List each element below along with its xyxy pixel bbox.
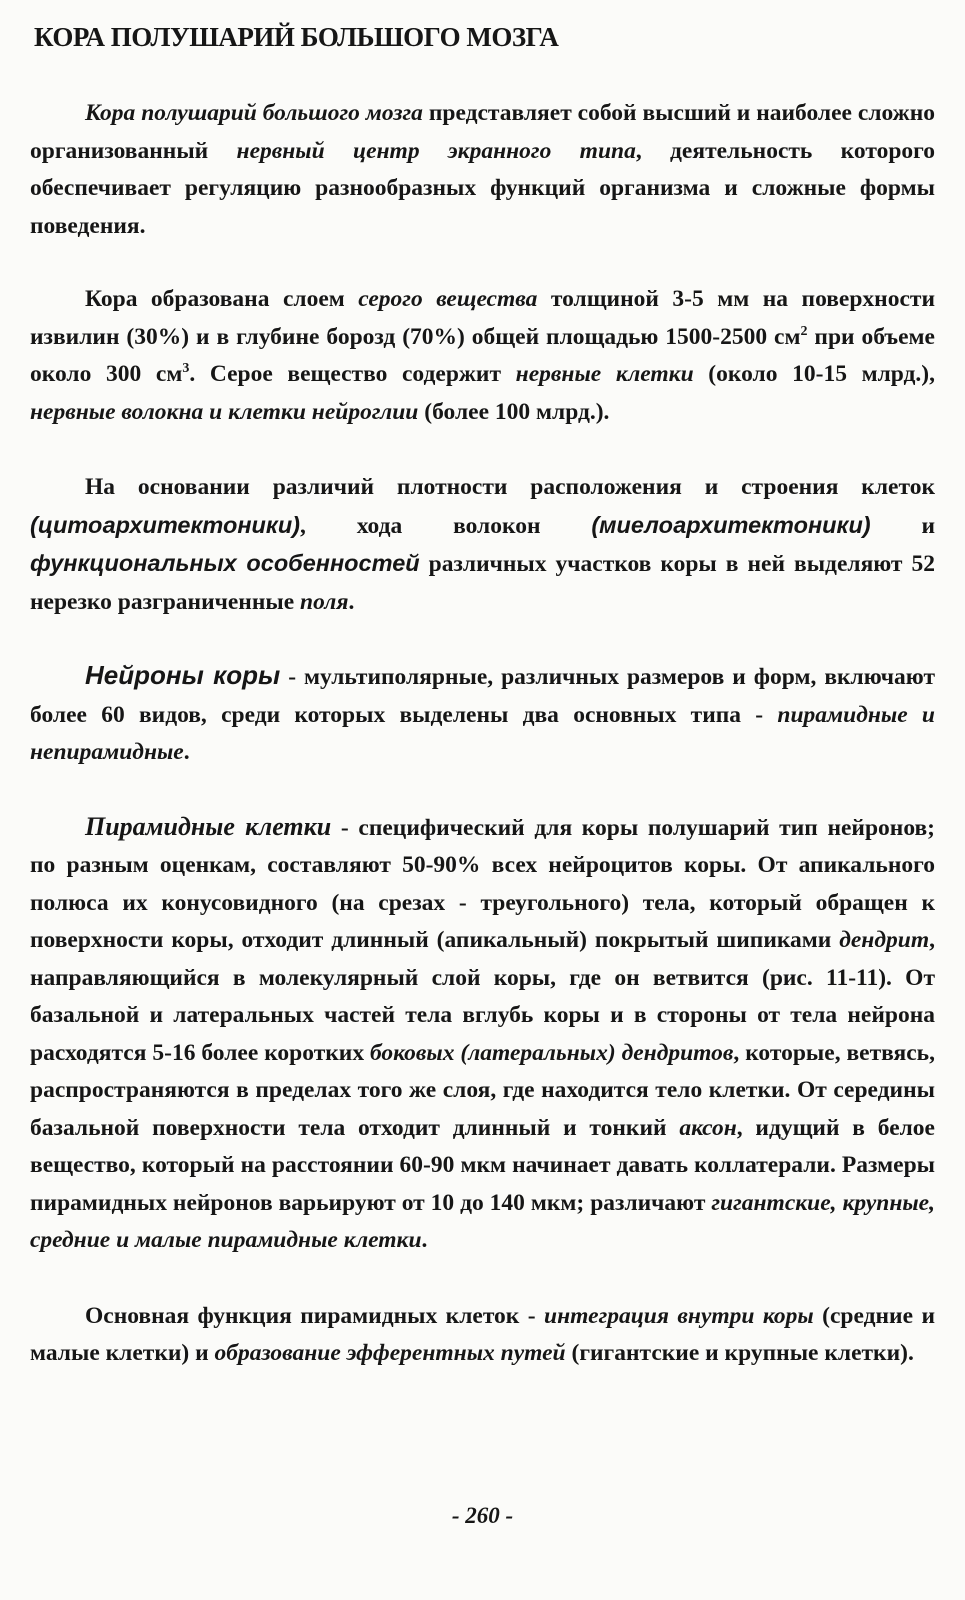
- superscript: 2: [800, 323, 808, 339]
- page-content: [30, 22, 935, 1373]
- text: (гигантские и крупные клетки).: [565, 1340, 914, 1366]
- superscript: 3: [182, 361, 190, 377]
- term-axon: аксон: [679, 1114, 737, 1141]
- term-fields: поля: [300, 588, 349, 615]
- text: толщиной 3-5 мм на поверхности извилин (30%) и в глубине борозд (70%) общей площадью 1500-2500 см: [30, 286, 935, 350]
- text: и: [870, 512, 935, 539]
- term-fibers-glia: нервные волокна и клетки нейроглии: [30, 398, 419, 425]
- page-title: КОРА ПОЛУШАРИЙ БОЛЬШОГО МОЗГА: [34, 22, 559, 52]
- text: , хода волокон: [300, 512, 592, 539]
- text: , которые, ветвясь, распространяются в пределах того же слоя, где находится тело клетки. От середины базальной поверхности тела отходит длинный и тонкий: [30, 1039, 935, 1141]
- paragraph-gray-matter: [30, 281, 935, 431]
- term-integration: интеграция внутри коры: [544, 1302, 814, 1329]
- text: , идущий в белое вещество, который на расстоянии 60-90 мкм начинает давать коллатерали. Размеры пирамидных нейронов варьируют от 10 до 140 мкм; различают: [30, 1114, 935, 1216]
- text: Основная функция пирамидных клеток -: [85, 1302, 545, 1329]
- text: (около 10-15 млрд.),: [693, 361, 936, 387]
- term-functional-features: функциональных особенностей: [30, 550, 420, 576]
- text: На основании различий плотности расположения и строения клеток: [85, 474, 935, 500]
- text: представляет собой высший и наиболее сложно организованный: [30, 100, 936, 164]
- term-gray-matter: серого вещества: [358, 286, 538, 312]
- paragraph-pyramidal-cells: [30, 808, 935, 1260]
- text: (средние и малые клетки) и: [30, 1302, 935, 1366]
- text: различных участков коры в ней выделяют 52 нерезко разграниченные: [30, 551, 935, 615]
- term-cortex-neurons: Нейроны коры: [85, 660, 281, 690]
- text: (более 100 млрд.).: [418, 398, 610, 425]
- text: . Серое вещество содержит: [189, 361, 516, 387]
- text: , направляющийся в молекулярный слой коры, где он ветвится (рис. 11-11). От базальной и латеральных частей тела вглубь коры и в стороны от тела нейрона расходятся 5-16 более коротких: [30, 927, 935, 1066]
- term-nerve-center: нервный центр экранного типа: [236, 137, 636, 164]
- text: , деятельность которого обеспечивает регуляцию разнообразных функций организма и сложные формы поведения.: [30, 137, 935, 239]
- term-cell-sizes: гигантские, крупные, средние и малые пирамидные клетки: [30, 1189, 935, 1253]
- term-dendrite: дендрит: [839, 927, 930, 953]
- paragraph-intro: [30, 95, 935, 245]
- page-number: - 260 -: [451, 1503, 514, 1528]
- text: .: [348, 588, 355, 615]
- text: Кора образована слоем: [85, 286, 359, 312]
- term-nerve-cells: нервные клетки: [515, 361, 694, 387]
- paragraph-neurons: [30, 657, 935, 772]
- text: .: [421, 1227, 428, 1253]
- term-pyramidal-cells: Пирамидные клетки: [85, 811, 332, 841]
- text: .: [183, 739, 190, 765]
- text: - специфический для коры полушарий тип нейронов; по разным оценкам, составляют 50-90% всех нейроцитов коры. От апикального полюса их конусовидного (на срезах - треугольного) тела, который обращен к поверхности коры, отходит длинный (апикальный) покрытый шипиками: [30, 814, 936, 953]
- text: при объеме около 300 см: [30, 323, 935, 387]
- text: - мультиполярные, различных размеров и форм, включают более 60 видов, среди которых выделены два основных типа -: [30, 664, 935, 728]
- term-efferent-paths: образование эфферентных путей: [214, 1340, 566, 1366]
- term-myeloarchitectonics: (миелоархитектоники): [591, 511, 871, 538]
- term-pyramidal-types: пирамидные и непирамидные: [30, 701, 935, 765]
- term-cortex: Кора полушарий большого мозга: [85, 100, 423, 126]
- paragraph-fields: [30, 469, 935, 621]
- term-cytoarchitectonics: (цитоархитектоники): [30, 511, 300, 538]
- paragraph-function: [30, 1298, 935, 1373]
- term-lateral-dendrites: боковых (латеральных) дендритов: [369, 1039, 734, 1066]
